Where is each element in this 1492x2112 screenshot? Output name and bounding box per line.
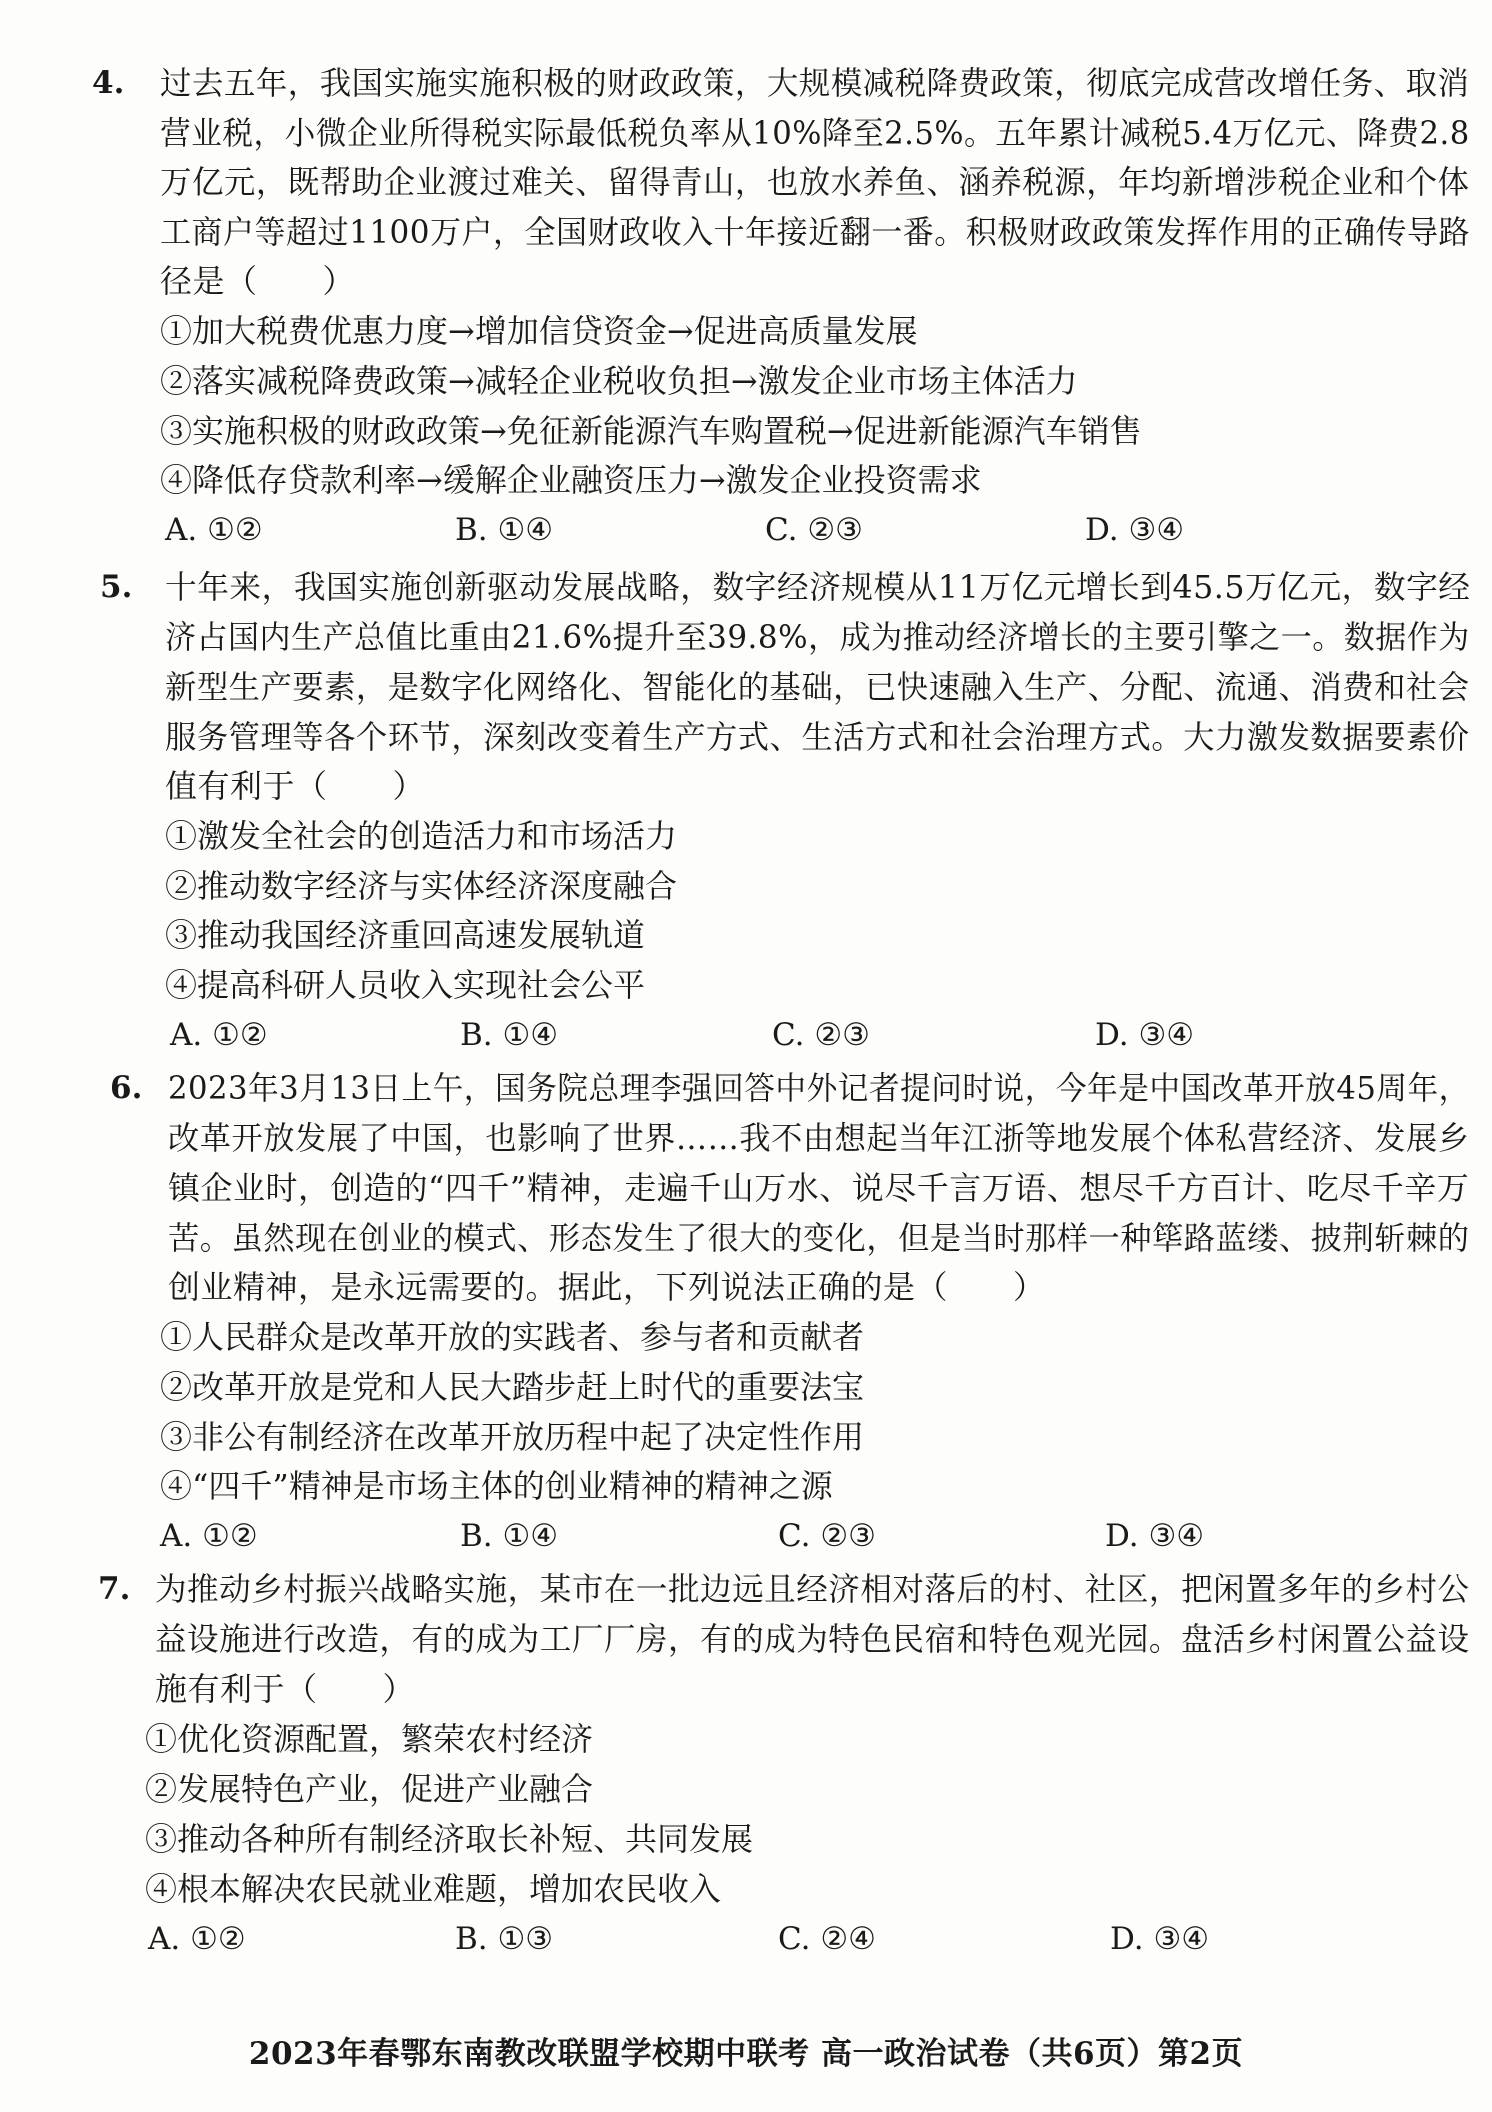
option-line: ③非公有制经济在改革开放历程中起了决定性作用 [160,1418,865,1456]
option-line: ①加大税费优惠力度→增加信贷资金→促进高质量发展 [160,312,918,350]
choice-c[interactable]: C. ②③ [765,512,863,548]
choice-c[interactable]: C. ②③ [778,1518,876,1554]
stem-line: 十年来，我国实施创新驱动发展战略，数字经济规模从11万亿元增长到45.5万亿元，数字经 [165,568,1471,606]
option-line: ①激发全社会的创造活力和市场活力 [165,817,678,855]
choice-a[interactable]: A. ①② [170,1017,268,1053]
stem-line: 营业税，小微企业所得税实际最低税负率从10%降至2.5%。五年累计减税5.4万亿元、降费2.8 [160,114,1470,152]
choice-d[interactable]: D. ③④ [1110,1921,1210,1957]
stem-line: 值有利于（ ） [165,767,426,805]
choice-d[interactable]: D. ③④ [1105,1518,1205,1554]
choice-b[interactable]: B. ①④ [460,1518,559,1554]
choice-a[interactable]: A. ①② [165,512,263,548]
option-line: ④根本解决农民就业难题，增加农民收入 [145,1870,722,1908]
option-line: ②落实减税降费政策→减轻企业税收负担→激发企业市场主体活力 [160,362,1078,400]
stem-line: 服务管理等各个环节，深刻改变着生产方式、生活方式和社会治理方式。大力激发数据要素价 [165,718,1470,756]
option-line: ②推动数字经济与实体经济深度融合 [165,867,678,905]
stem-line: 益设施进行改造，有的成为工厂厂房，有的成为特色民宿和特色观光园。盘活乡村闲置公益设 [155,1620,1470,1658]
stem-line: 创业精神，是永远需要的。据此，下列说法正确的是（ ） [168,1268,1046,1306]
question-number: 4. [92,65,125,101]
stem-line: 苦。虽然现在创业的模式、形态发生了很大的变化，但是当时那样一种筚路蓝缕、披荆斩棘的 [168,1219,1470,1257]
stem-line: 济占国内生产总值比重由21.6%提升至39.8%，成为推动经济增长的主要引擎之一。数据作为 [165,618,1470,656]
choice-c[interactable]: C. ②③ [772,1017,870,1053]
option-line: ②改革开放是党和人民大踏步赶上时代的重要法宝 [160,1368,865,1406]
choice-a[interactable]: A. ①② [160,1518,258,1554]
stem-line: 万亿元，既帮助企业渡过难关、留得青山，也放水养鱼、涵养税源，年均新增涉税企业和个体 [160,163,1470,201]
choice-d[interactable]: D. ③④ [1085,512,1185,548]
question-number: 7. [98,1571,131,1607]
stem-line: 改革开放发展了中国，也影响了世界……我不由想起当年江浙等地发展个体私营经济、发展乡 [168,1119,1470,1157]
stem-line: 径是（ ） [160,262,356,300]
page-footer: 2023年春鄂东南教改联盟学校期中联考 高一政治试卷（共6页）第2页 [248,2036,1244,2072]
choice-d[interactable]: D. ③④ [1095,1017,1195,1053]
option-line: ④“四千”精神是市场主体的创业精神的精神之源 [160,1467,833,1505]
stem-line: 施有利于（ ） [155,1670,416,1708]
choice-b[interactable]: B. ①④ [460,1017,559,1053]
choice-a[interactable]: A. ①② [148,1921,246,1957]
choice-b[interactable]: B. ①③ [455,1921,554,1957]
option-line: ④提高科研人员收入实现社会公平 [165,966,646,1004]
choice-c[interactable]: C. ②④ [778,1921,876,1957]
option-line: ③推动我国经济重回高速发展轨道 [165,916,646,954]
question-number: 6. [110,1070,143,1106]
question-number: 5. [100,569,133,605]
stem-line: 2023年3月13日上午，国务院总理李强回答中外记者提问时说，今年是中国改革开放45周年， [168,1069,1470,1107]
option-line: ③推动各种所有制经济取长补短、共同发展 [145,1820,754,1858]
option-line: ③实施积极的财政政策→免征新能源汽车购置税→促进新能源汽车销售 [160,412,1142,450]
option-line: ①人民群众是改革开放的实践者、参与者和贡献者 [160,1318,865,1356]
stem-line: 镇企业时，创造的“四千”精神，走遍千山万水、说尽千言万语、想尽千方百计、吃尽千辛万 [168,1169,1470,1207]
option-line: ①优化资源配置，繁荣农村经济 [145,1720,594,1758]
stem-line: 工商户等超过1100万户，全国财政收入十年接近翻一番。积极财政政策发挥作用的正确传导路 [160,213,1471,251]
stem-line: 新型生产要素，是数字化网络化、智能化的基础，已快速融入生产、分配、流通、消费和社会 [165,668,1470,706]
stem-line: 为推动乡村振兴战略实施，某市在一批边远且经济相对落后的村、社区，把闲置多年的乡村公 [155,1570,1470,1608]
option-line: ④降低存贷款利率→缓解企业融资压力→激发企业投资需求 [160,461,982,499]
stem-line: 过去五年，我国实施实施积极的财政政策，大规模减税降费政策，彻底完成营改增任务、取消 [160,64,1470,102]
choice-b[interactable]: B. ①④ [455,512,554,548]
option-line: ②发展特色产业，促进产业融合 [145,1770,594,1808]
